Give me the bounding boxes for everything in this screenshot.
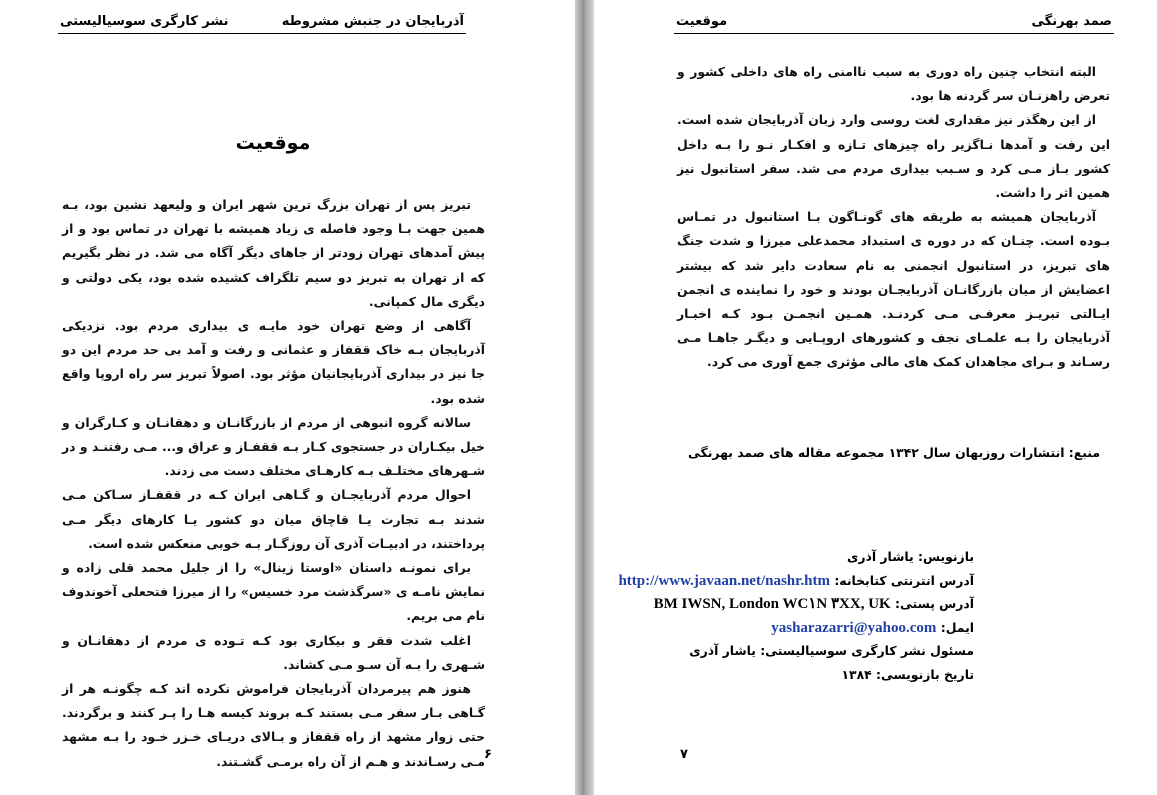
responsible-line: مسئول نشر کارگری سوسیالیستی: یاشار آذری [689,643,974,658]
website-line [618,569,974,593]
left-header-book-title: آذربایجان در جنبش مشروطه [281,14,464,29]
date-line: تاریخ بازنویسی: ۱۳۸۴ [841,666,974,682]
right-page [594,0,1157,795]
typist-line [704,545,974,569]
credits-block [618,545,974,686]
page-number: ۷ [680,747,688,762]
paragraph: آذربایجان همیشه به طریقه های گونـاگون بـا استانبول در تمـاس بـوده است. چنـان که در دوره ی استبداد محمدعلی میرزا و شدت جنگ های تبریز، در استانبول انجمنی به نام سعادت دایر شد که بیشتر اعضایش از میان بازرگانـان آذربایجـان بودند و خود را نماینده ی انجمن ایـالتی تبریـز معرفـی مـی کردنـد. همـین انجمـن بـود کـه اخبـار آذربایجان را بـه علمـای نجف و کشورهای اروپـایی و دیگـر جاهـا مـی رسـاند و بـرای مجاهدان کمک های مالی مؤثری جمع آوری می کرد. [677,209,1110,370]
chapter-title: موقعیت [235,132,311,154]
right-body-text [677,60,1110,375]
page-number: ۶ [484,747,492,762]
left-page-header [58,11,466,34]
left-body-text [62,193,485,774]
source-citation: منبع: انتشارات روزبهان سال ۱۳۴۲ مجموعه مقاله های صمد بهرنگی [687,445,1100,460]
typist-label: بازنویس: [918,549,974,564]
paragraph: اغلب شدت فقر و بیکاری بود کـه تـوده ی مردم از دهقانـان و شـهری را بـه آن سـو مـی کشاند. [62,632,485,672]
typist-value: یاشار آذری [847,549,914,564]
book-gutter [575,0,594,795]
email-label: ایمل: [940,619,974,635]
paragraph: برای نمونـه داستان «اوستا زینال» را از جلیل محمد قلی زاده و نمایش نامـه ی «سرگذشت مرد خسیس» را از میرزا فتحعلی آخوندوف نام می بریم. [62,560,485,624]
paragraph: سالانه گروه انبوهی از مردم از بازرگانـان و دهقانـان و کـارگران و خیل بیکـاران در جستجوی کـار بـه ققفـاز و عراق و... مـی رفتنـد و در شـهرهای مختلـف بـه کارهـای مختلف دست می زدند. [62,414,485,479]
postal-line [653,592,974,616]
paragraph: از این رهگذر نیز مقداری لغت روسی وارد زبان آذربایجان شده است. این رفت و آمدها نـاگزیر راه چیزهای تـازه و افکـار نـو را بـه داخل کشور بـاز مـی کرد و سـبب بیداری مردم می شد. سفر استانبول نیز همین اثر را داشت. [677,112,1110,201]
left-page [0,0,575,795]
right-header-author: صمد بهرنگی [1031,14,1112,29]
email-link[interactable]: yasharazarri@yahoo.com [771,619,937,636]
paragraph: البته انتخاب چنین راه دوری به سبب ناامنی راه های داخلی کشور و تعرض راهزنـان سر گردنه ها بود. [677,64,1110,104]
paragraph: تبریز پس از تهران بزرگ ترین شهر ایران و ولیعهد نشین بود، بـه همین جهت بـا وجود فاصله ی زیاد همیشه با تهران در تماس بود و از پیش آمدهای تهران زودتر از جاهای دیگر آگاه می شد. در نظر بگیریم که از تهران به تبریز دو سیم تلگراف کشیده شده بود، یکی دولتی و دیگری مال کمپانی. [62,197,485,309]
postal-address: BM IWSN, London WC۱N ۳XX, UK [653,596,891,612]
right-header-chapter: موقعیت [676,14,728,29]
website-link[interactable]: http://www.javaan.net/nashr.htm [618,572,831,589]
paragraph: احوال مردم آذربایجـان و گـاهی ایران کـه در ققفـاز سـاکن مـی شدند بـه تجارت یـا قاچاق میان دو کشور یـا کارهای دیگر مـی پرداختند، در ادبیـات آذری آن روزگـار بـه خوبی منعکس شده است. [62,487,485,551]
paragraph: آگاهی از وضع تهران خود مایـه ی بیداری مردم بود. نزدیکی آذربایجان بـه خاک ققفاز و عثمانی و رفت و آمد بی حد مردم این دو جا نیز در بیداری آذربایجانیان مؤثر بود. اصولاً تبریز سر راه اروپا واقع شده بود. [62,318,485,406]
left-header-publisher: نشر کارگری سوسیالیستی [60,14,229,29]
website-label: آدرس انترنتی کتابخانه: [834,572,974,588]
postal-label: آدرس پستی: [895,596,974,611]
email-line [704,616,974,640]
right-page-header [674,11,1114,34]
paragraph: هنوز هم پیرمردان آذربایجان فراموش نکرده اند کـه چگونـه هر از گـاهی بـار سفر مـی بستند کـه بروند کیسه هـا را پـر کنند و برگردند. حتی زوار مشهد از راه ققفاز و بـالای دریـای خـزر خـود را بـه مشهد مـی رسـاندند و هـم از آن راه برمـی گشـتند. [62,681,485,769]
